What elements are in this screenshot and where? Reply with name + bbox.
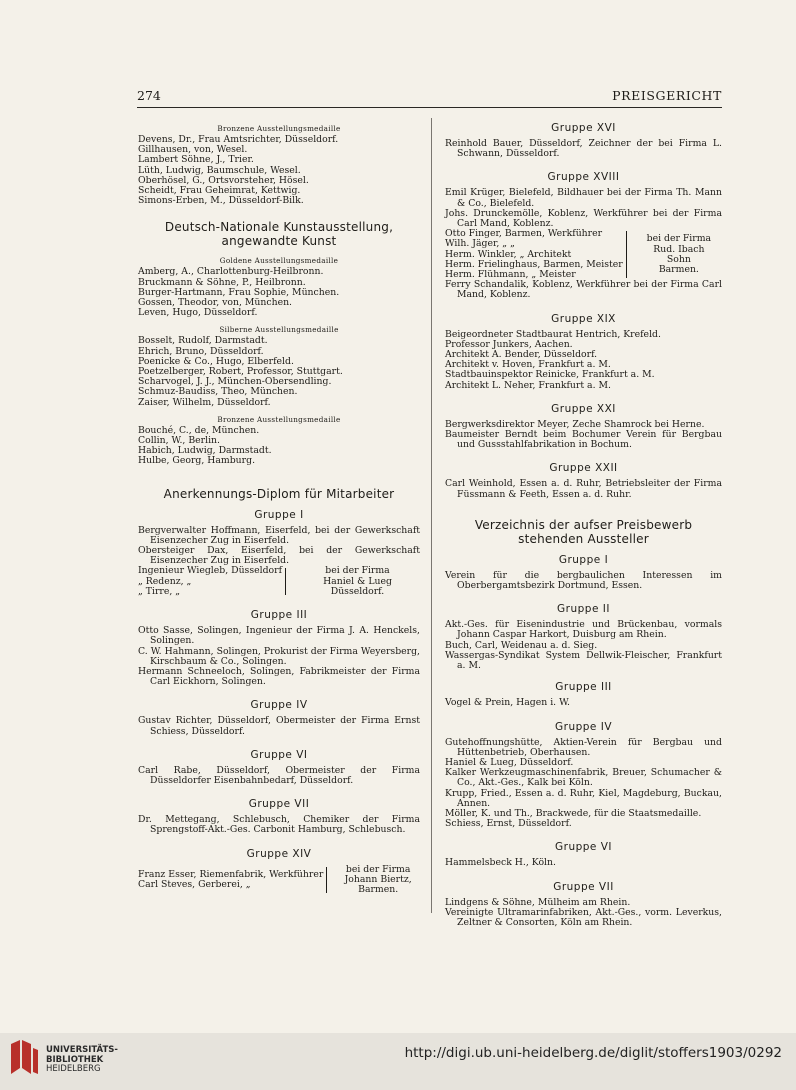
source-url-link[interactable]: http://digi.ub.uni-heidelberg.de/diglit/stoffers1903/0292 — [404, 1045, 782, 1061]
entry: Buch, Carl, Weidenau a. d. Sieg. — [445, 639, 598, 651]
bracket-firm — [336, 865, 420, 896]
bracket-names — [138, 870, 323, 890]
entry-line: Simons-Erben, M., Düsseldorf-Bilk. — [138, 195, 304, 207]
entry: Lindgens & Söhne, Mülheim am Rhein. — [445, 896, 631, 908]
entry: Haniel & Lueg, Düsseldorf. — [445, 756, 574, 768]
entry-line: Hulbe, Georg, Hamburg. — [138, 455, 256, 467]
viewer-footer — [0, 1033, 796, 1090]
medal-label: Silberne Ausstellungsmedaille — [219, 325, 339, 335]
entry: C. W. Hahmann, Solingen, Prokurist der Firma Weyersberg, Kirschbaum & Co., Solingen. — [138, 645, 420, 667]
entry: Obersteiger Dax, Eiserfeld, bei der Gewerkschaft Eisenzecher Zug in Eiserfeld. — [138, 545, 420, 567]
library-name-line: HEIDELBERG — [46, 1064, 101, 1074]
group-title: Gruppe XVIII — [547, 171, 620, 184]
entry: Hermann Schneeloch, Solingen, Fabrikmeister der Firma Carl Eickhorn, Solingen. — [138, 665, 420, 688]
entry-line: Ingenieur Wiegleb, Düsseldorf — [138, 565, 283, 577]
group-title: Gruppe II — [557, 603, 610, 616]
brace — [626, 231, 632, 278]
section-subtitle-line: angewandte Kunst — [221, 234, 337, 249]
entry-line: Franz Esser, Riemenfabrik, Werkführer — [138, 868, 324, 880]
bracket-group — [445, 229, 722, 280]
entry: Akt.-Ges. für Eisenindustrie und Brückenbau, vormals Johann Caspar Harkort, Duisburg am Rhein. — [445, 619, 722, 641]
library-logo-icon — [8, 1038, 40, 1076]
column-divider — [431, 118, 432, 913]
entry-line: bei der Firma — [345, 863, 411, 875]
bracket-names — [445, 229, 623, 280]
entry-line: Poenicke & Co., Hugo, Elberfeld. — [138, 355, 294, 367]
medal-label: Bronzene Ausstellungsmedaille — [217, 414, 341, 424]
entry: Architekt v. Hoven, Frankfurt a. M. — [445, 359, 611, 371]
entry-line: Bruckmann & Söhne, P., Heilbronn. — [138, 276, 306, 288]
entry: Schiess, Ernst, Düsseldorf. — [445, 818, 572, 830]
bracket-firm — [295, 566, 420, 597]
entry-line: bei der Firma — [325, 565, 390, 577]
entry-list — [445, 420, 722, 451]
group-title: Gruppe VII — [553, 880, 614, 893]
entry-line: Sohn — [666, 253, 691, 265]
entry-line: Lambert Söhne, J., Trier. — [138, 154, 254, 166]
group-title: Gruppe XXI — [551, 402, 616, 415]
entry-line: Zaiser, Wilhelm, Düsseldorf. — [138, 396, 271, 408]
entry-line: Schmuz-Baudiss, Theo, München. — [138, 386, 298, 398]
right-column — [445, 120, 722, 928]
entry: Bergwerksdirektor Meyer, Zeche Shamrock bei Herne. — [445, 418, 705, 430]
entry-list — [445, 330, 722, 391]
group-title: Gruppe XIV — [246, 847, 312, 860]
entry-line: „ Tirre, „ — [138, 585, 181, 597]
entry-line: Düsseldorf. — [330, 585, 385, 597]
entry: Dr. Mettegang, Schlebusch, Chemiker der Firma Sprengstoff-Akt.-Ges. Carbonit Hamburg, Schlebusch. — [138, 814, 420, 836]
bracket-firm — [636, 234, 722, 275]
entry: Hammelsbeck H., Köln. — [445, 857, 556, 869]
entry-line: Haniel & Lueg — [323, 575, 392, 587]
entry-line: Barmen. — [358, 883, 399, 895]
section-title-line: Deutsch-Nationale Kunstausstellung, — [164, 220, 394, 235]
entry: Baumeister Berndt beim Bochumer Verein für Bergbau und Gussstahlfabrikation in Bochum. — [445, 429, 722, 451]
entry: Emil Krüger, Bielefeld, Bildhauer bei der Firma Th. Mann & Co., Bielefeld. — [445, 187, 722, 209]
group-title: Gruppe III — [555, 681, 612, 694]
entry: Vereinigte Ultramarinfabriken, Akt.-Ges., vorm. Leverkus, Zeltner & Consorten, Köln am Rhein. — [445, 906, 722, 928]
entry-list — [138, 626, 420, 687]
bracket-group — [138, 865, 420, 896]
entry-line: Leven, Hugo, Düsseldorf. — [138, 307, 258, 319]
medal-label: Goldene Ausstellungsmedaille — [219, 256, 339, 266]
entry: Möller, K. und Th., Brackwede, für die Staatsmedaille. — [445, 807, 702, 819]
entry-line: Amberg, A., Charlottenburg-Heilbronn. — [138, 266, 324, 278]
left-column — [138, 120, 420, 895]
brace — [285, 568, 291, 595]
group-title: Gruppe III — [250, 609, 308, 622]
entry: Gustav Richter, Düsseldorf, Obermeister der Firma Ernst Schiess, Düsseldorf. — [138, 715, 420, 737]
entry: Bergverwalter Hoffmann, Eiserfeld, bei der Gewerkschaft Eisenzecher Zug in Eiserfeld. — [138, 524, 420, 546]
entry-line: Oberhösel, G., Ortsvorsteher, Hösel. — [138, 174, 309, 186]
entry-line: Bouché, C., de, München. — [138, 424, 260, 436]
entry-line: Carl Steves, Gerberei, „ — [138, 878, 251, 890]
entry: Vogel & Prein, Hagen i. W. — [445, 697, 570, 709]
section-title — [445, 518, 722, 546]
entry-line: Poetzelberger, Robert, Professor, Stuttgart. — [138, 366, 343, 378]
bracket-names — [138, 566, 282, 597]
group-title: Gruppe VI — [554, 841, 612, 854]
entry-line: Devens, Dr., Frau Amtsrichter, Düsseldorf. — [138, 134, 339, 145]
entry-line: Barmen. — [658, 263, 699, 275]
header-rule — [137, 107, 722, 108]
entry: Stadtbauinspektor Reinicke, Frankfurt a. M. — [445, 369, 655, 381]
entry: Krupp, Fried., Essen a. d. Ruhr, Kiel, Magdeburg, Buckau, Annen. — [445, 787, 722, 809]
entry: Carl Weinhold, Essen a. d. Ruhr, Betriebsleiter der Firma Füssmann & Feeth, Essen a. d. Ruhr. — [445, 478, 722, 500]
library-name — [46, 1046, 118, 1075]
page-number: 274 — [137, 88, 161, 103]
entry-line: Scharvogel, J. J., München-Obersendling. — [138, 376, 332, 388]
entry-line: Wilh. Jäger, „ „ — [445, 238, 515, 250]
entry-line: Otto Finger, Barmen, Werkführer — [445, 228, 603, 240]
entry-line: Herm. Winkler, „ Architekt — [445, 248, 572, 260]
running-title: PREISGERICHT — [612, 88, 722, 103]
entry: Kalker Werkzeugmaschinenfabrik, Breuer, Schumacher & Co., Akt.-Ges., Kalk bei Köln. — [445, 767, 722, 789]
entry: Gutehoffnungshütte, Aktien-Verein für Bergbau und Hüttenbetrieb, Oberhausen. — [445, 736, 722, 758]
entry-list — [138, 135, 420, 206]
entry-line: Gillhausen, von, Wesel. — [138, 144, 248, 156]
group-title: Gruppe IV — [250, 699, 308, 712]
entry-line: Ehrich, Bruno, Düsseldorf. — [138, 345, 264, 357]
entry: Johs. Drunckemölle, Koblenz, Werkführer bei der Firma Carl Mand, Koblenz. — [445, 207, 722, 230]
entry-list — [445, 620, 722, 671]
library-name-line: BIBLIOTHEK — [46, 1054, 104, 1065]
entry: Carl Rabe, Düsseldorf, Obermeister der Firma Düsseldorfer Eisenbahnbedarf, Düsseldorf. — [138, 764, 420, 786]
entry-list — [445, 898, 722, 929]
entry: Beigeordneter Stadtbaurat Hentrich, Krefeld. — [445, 328, 661, 340]
entry-line: „ Redenz, „ — [138, 575, 192, 587]
group-title: Gruppe I — [558, 553, 609, 566]
bracket-group — [138, 566, 420, 597]
entry: Professor Junkers, Aachen. — [445, 338, 573, 350]
section-subtitle-line: stehenden Aussteller — [518, 531, 649, 546]
entry: Architekt L. Neher, Frankfurt a. M. — [445, 379, 611, 391]
group-title: Gruppe VII — [248, 798, 310, 811]
group-title: Gruppe XIX — [551, 312, 616, 325]
group-title: Gruppe VI — [250, 748, 308, 761]
entry: Reinhold Bauer, Düsseldorf, Zeichner der bei Firma L. Schwann, Düsseldorf. — [445, 138, 722, 160]
group-title: Gruppe XXII — [549, 462, 618, 475]
entry: Otto Sasse, Solingen, Ingenieur der Firma J. A. Henckels, Solingen. — [138, 625, 420, 647]
group-title: Gruppe XVI — [551, 122, 616, 134]
entry-line: bei der Firma — [646, 233, 712, 245]
entry-line: Herm. Frielinghaus, Barmen, Meister — [445, 258, 623, 270]
group-title: Gruppe IV — [554, 720, 612, 733]
entry-line: Rud. Ibach — [653, 243, 705, 255]
entry-line: Gossen, Theodor, von, München. — [138, 297, 293, 309]
entry-line: Herm. Flühmann, „ Meister — [445, 269, 576, 281]
entry-line: Burger-Hartmann, Frau Sophie, München. — [138, 286, 340, 298]
entry-line: Johann Biertz, — [344, 873, 412, 885]
entry: Wassergas-Syndikat System Dellwik-Fleischer, Frankfurt a. M. — [445, 649, 722, 672]
medal-label: Bronzene Ausstellungsmedaille — [217, 124, 341, 133]
entry-list — [445, 738, 722, 830]
entry: Ferry Schandalik, Koblenz, Werkführer bei der Firma Carl Mand, Koblenz. — [445, 279, 722, 301]
section-title — [138, 220, 420, 248]
entry-line: Bosselt, Rudolf, Darmstadt. — [138, 335, 268, 347]
entry-line: Lüth, Ludwig, Baumschule, Wesel. — [138, 164, 301, 176]
entry-line: Habich, Ludwig, Darmstadt. — [138, 445, 272, 457]
section-title-line: Verzeichnis der aufser Preisbewerb — [474, 517, 693, 532]
entry-list — [138, 336, 420, 407]
brace — [326, 867, 332, 894]
entry-list — [138, 267, 420, 318]
entry: Verein für die bergbaulichen Interessen im Oberbergamtsbezirk Dortmund, Essen. — [445, 569, 722, 592]
entry: Architekt A. Bender, Düsseldorf. — [445, 349, 598, 361]
entry-line: Scheidt, Frau Geheimrat, Kettwig. — [138, 185, 301, 197]
entry-list — [138, 426, 420, 467]
group-title: Gruppe I — [254, 508, 304, 521]
entry-line: Collin, W., Berlin. — [138, 435, 220, 447]
section-title: Anerkennungs-Diplom für Mitarbeiter — [163, 486, 395, 501]
library-name-line: UNIVERSITÄTS- — [46, 1045, 118, 1055]
